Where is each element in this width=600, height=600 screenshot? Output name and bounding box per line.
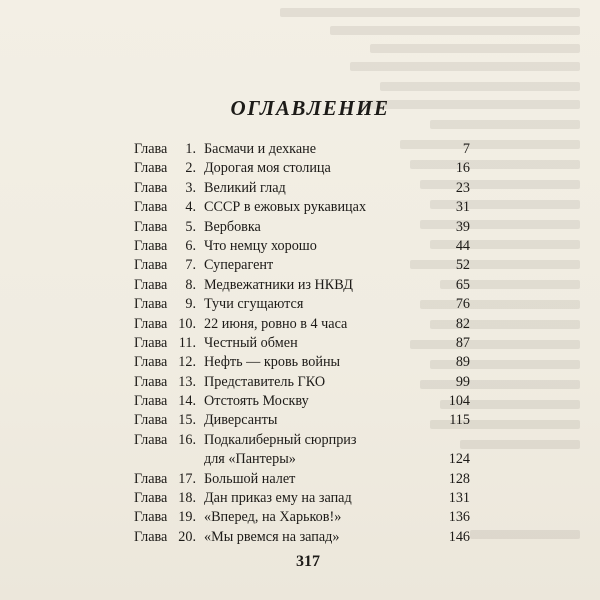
chapter-page-number: 104 <box>448 393 470 410</box>
chapter-title <box>204 470 430 489</box>
chapter-title <box>204 431 430 470</box>
chapter-title-line: Дан приказ ему на запад <box>204 490 352 507</box>
chapter-number: 19. <box>178 509 196 526</box>
chapter-number: 18. <box>178 490 196 507</box>
toc-heading: ОГЛАВЛЕНИЕ <box>230 96 390 120</box>
chapter-title-line-2: для «Пантеры» <box>204 451 296 468</box>
chapter-number: 5. <box>185 218 196 235</box>
chapter-title-line: Великий глад <box>204 179 286 196</box>
toc-entry <box>134 256 470 275</box>
chapter-label: Глава <box>134 179 168 196</box>
chapter-label: Глава <box>134 373 168 390</box>
chapter-label: Глава <box>134 237 168 254</box>
chapter-number: 14. <box>178 393 196 410</box>
chapter-number: 6. <box>185 237 196 254</box>
chapter-title-line: Подкалиберный сюрприз <box>204 431 357 448</box>
chapter-page-number: 87 <box>455 334 470 351</box>
toc-entry <box>134 140 470 159</box>
chapter-number: 17. <box>178 470 196 487</box>
chapter-page-number: 16 <box>455 160 470 177</box>
chapter-title <box>204 218 430 237</box>
chapter-title-line: Басмачи и дехкане <box>204 141 317 157</box>
chapter-number: 16. <box>178 431 196 448</box>
chapter-number: 20. <box>178 528 196 545</box>
chapter-title-line: «Вперед, на Харьков!» <box>204 509 342 526</box>
chapter-number: 4. <box>185 199 196 216</box>
chapter-label: Глава <box>134 470 168 487</box>
chapter-label: Глава <box>134 528 168 545</box>
chapter-number: 13. <box>178 373 196 390</box>
chapter-title <box>204 508 430 527</box>
chapter-number: 1. <box>185 141 196 157</box>
toc-entry <box>134 470 470 489</box>
toc-entry <box>134 295 470 314</box>
chapter-title-line: Вербовка <box>204 218 261 235</box>
chapter-label: Глава <box>134 354 168 371</box>
chapter-title <box>204 411 430 430</box>
chapter-title-line: Дорогая моя столица <box>204 160 331 177</box>
toc-entry <box>134 431 470 470</box>
chapter-label: Глава <box>134 141 168 157</box>
chapter-number: 8. <box>185 276 196 293</box>
chapter-title <box>204 179 430 198</box>
chapter-title <box>204 256 430 275</box>
chapter-title-line: Честный обмен <box>204 334 298 351</box>
chapter-title-line: Тучи сгущаются <box>204 296 304 313</box>
toc-entry <box>134 198 470 217</box>
chapter-page-number: 124 <box>448 451 470 468</box>
chapter-title-line: Медвежатники из НКВД <box>204 276 353 293</box>
chapter-number: 7. <box>185 257 196 274</box>
chapter-title-line: Отстоять Москву <box>204 393 309 410</box>
chapter-title <box>204 489 430 508</box>
chapter-page-number: 39 <box>455 218 470 235</box>
chapter-label: Глава <box>134 431 168 448</box>
chapter-title-line: «Мы рвемся на запад» <box>204 528 340 545</box>
chapter-label: Глава <box>134 393 168 410</box>
chapter-number: 11. <box>178 334 196 351</box>
toc-entry <box>134 237 470 256</box>
chapter-number: 2. <box>185 160 196 177</box>
chapter-title-line: Представитель ГКО <box>204 373 326 390</box>
chapter-page-number: 52 <box>455 257 470 274</box>
toc-entry <box>134 353 470 372</box>
chapter-title <box>204 237 430 256</box>
chapter-page-number: 99 <box>455 373 470 390</box>
page-number: 317 <box>296 553 320 570</box>
chapter-number: 12. <box>178 354 196 371</box>
toc-entry <box>134 218 470 237</box>
chapter-title-line: Нефть — кровь войны <box>204 354 341 371</box>
toc-entry <box>134 334 470 353</box>
chapter-page-number: 128 <box>448 470 470 487</box>
chapter-number: 9. <box>185 296 196 313</box>
chapter-title-line: Диверсанты <box>204 412 278 429</box>
chapter-title <box>204 315 430 334</box>
chapter-page-number: 131 <box>448 490 470 507</box>
chapter-title <box>204 392 430 411</box>
chapter-label: Глава <box>134 160 168 177</box>
chapter-title <box>204 528 430 547</box>
toc-entry <box>134 489 470 508</box>
toc-entry <box>134 392 470 411</box>
chapter-number: 15. <box>178 412 196 429</box>
chapter-label: Глава <box>134 199 168 216</box>
chapter-page-number: 89 <box>455 354 470 371</box>
chapter-title <box>204 198 430 217</box>
chapter-page-number: 23 <box>455 179 470 196</box>
chapter-page-number: 115 <box>449 412 470 429</box>
chapter-page-number: 82 <box>455 315 470 332</box>
toc-entry <box>134 508 470 527</box>
chapter-title <box>204 159 430 178</box>
table-of-contents <box>134 140 470 547</box>
chapter-title <box>204 295 430 314</box>
chapter-title <box>204 334 430 353</box>
chapter-title <box>204 140 430 159</box>
toc-entry <box>134 315 470 334</box>
chapter-title <box>204 276 430 295</box>
chapter-label: Глава <box>134 334 168 351</box>
chapter-title-line: Что немцу хорошо <box>204 237 317 254</box>
toc-entry <box>134 411 470 430</box>
chapter-title-line: 22 июня, ровно в 4 часа <box>204 315 348 332</box>
chapter-page-number: 7 <box>462 141 470 157</box>
chapter-number: 3. <box>185 179 196 196</box>
chapter-label: Глава <box>134 296 168 313</box>
chapter-label: Глава <box>134 218 168 235</box>
chapter-label: Глава <box>134 509 168 526</box>
toc-entry <box>134 528 470 547</box>
chapter-label: Глава <box>134 276 168 293</box>
chapter-title-line: Суперагент <box>204 257 274 274</box>
toc-entry <box>134 373 470 392</box>
toc-entry <box>134 276 470 295</box>
chapter-page-number: 136 <box>448 509 470 526</box>
chapter-page-number: 31 <box>455 199 470 216</box>
chapter-title <box>204 353 430 372</box>
toc-entry <box>134 159 470 178</box>
chapter-page-number: 65 <box>455 276 470 293</box>
chapter-number: 10. <box>178 315 196 332</box>
chapter-page-number: 76 <box>455 296 470 313</box>
chapter-page-number: 146 <box>448 528 470 545</box>
chapter-label: Глава <box>134 490 168 507</box>
chapter-page-number: 44 <box>455 237 470 254</box>
chapter-title <box>204 373 430 392</box>
chapter-title-line: Большой налет <box>204 470 296 487</box>
toc-entry <box>134 179 470 198</box>
chapter-label: Глава <box>134 412 168 429</box>
chapter-title-line: СССР в ежовых рукавицах <box>204 199 367 216</box>
chapter-label: Глава <box>134 315 168 332</box>
chapter-label: Глава <box>134 257 168 274</box>
